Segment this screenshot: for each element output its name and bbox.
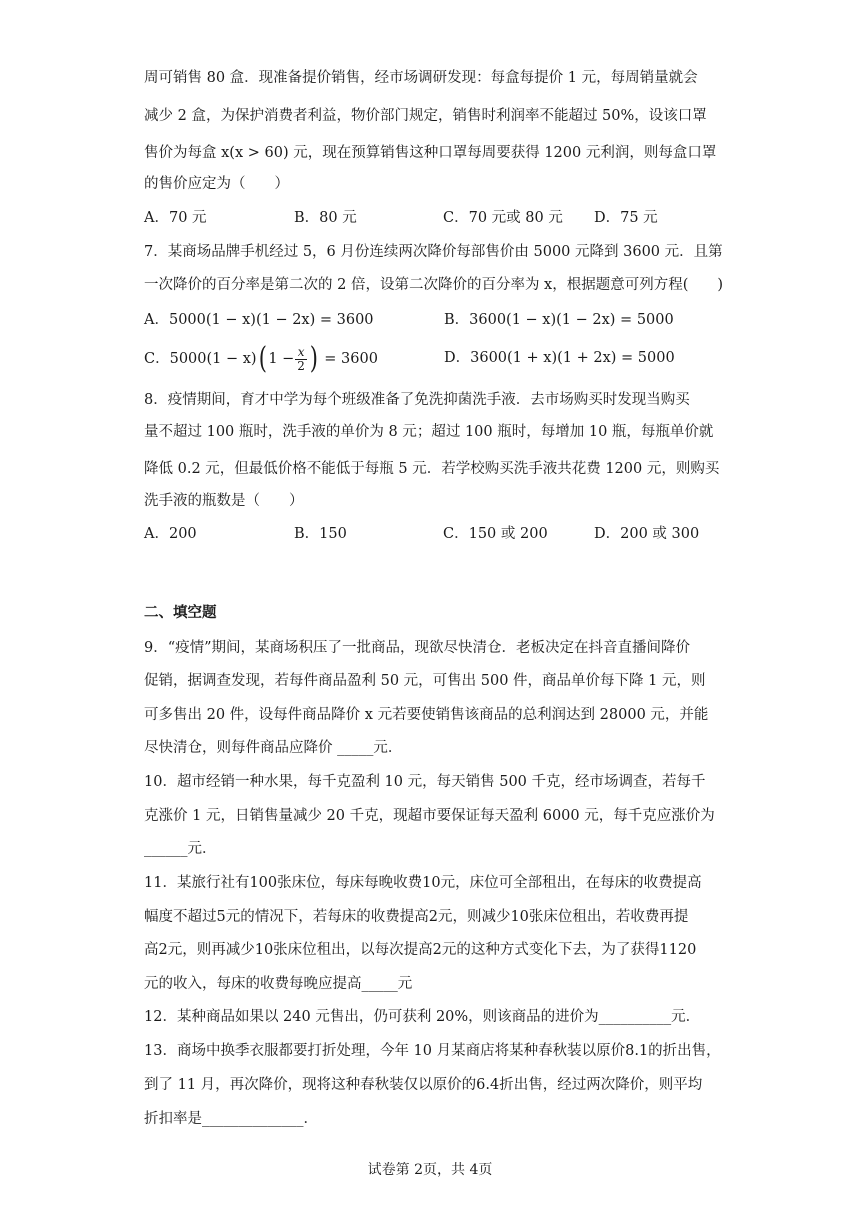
q8-line-1: 8．疫情期间，育才中学为每个班级准备了免洗抑菌洗手液．去市场购买时发现当购买 — [144, 392, 690, 408]
q11-line-4: 元的收入，每床的收费每晚应提高_____元 — [144, 976, 413, 992]
q7-option-c-prefix: C．5000(1 − x) — [144, 351, 257, 367]
q9-line-1: 9．“疫情”期间，某商场积压了一批商品，现欲尽快清仓．老板决定在抖音直播间降价 — [144, 640, 691, 656]
q7-option-c — [144, 341, 378, 376]
q7-line-1: 7．某商场品牌手机经过 5，6 月份连续两次降价每部售价由 5000 元降到 3600 元．且第 — [144, 244, 723, 260]
q8-line-2: 量不超过 100 瓶时，洗手液的单价为 8 元；超过 100 瓶时，每增加 10 瓶，每瓶单价就 — [144, 424, 714, 440]
q10-line-3: ______元． — [144, 841, 217, 857]
q8-line-4: 洗手液的瓶数是（ ） — [144, 493, 304, 509]
q9-line-4: 尽快清仓，则每件商品应降价 _____元． — [144, 740, 403, 756]
fraction-denominator: 2 — [297, 358, 305, 373]
q6-line-4: 的售价应定为（ ） — [144, 176, 289, 192]
q6-option-a: A．70 元 — [144, 210, 207, 226]
left-paren: ( — [258, 341, 267, 376]
q8-option-c: C．150 或 200 — [443, 526, 548, 542]
q11-line-3: 高2元，则再减少10张床位租出，以每次提高2元的这种方式变化下去，为了获得1120 — [144, 942, 697, 958]
right-paren: ) — [309, 341, 318, 376]
q6-option-d: D．75 元 — [594, 210, 658, 226]
q8-option-d: D．200 或 300 — [594, 526, 700, 542]
fraction-x-over-2 — [295, 346, 307, 373]
q6-line-2: 减少 2 盒，为保护消费者利益，物价部门规定，销售时利润率不能超过 50%，设该口罩 — [144, 108, 707, 124]
q7-option-c-inner: 1 − — [268, 351, 295, 367]
q11-line-1: 11．某旅行社有100张床位，每床每晚收费10元，床位可全部租出，在每床的收费提高 — [144, 875, 702, 891]
q6-option-b: B．80 元 — [294, 210, 357, 226]
q11-line-2: 幅度不超过5元的情况下，若每床的收费提高2元，则减少10张床位租出，若收费再提 — [144, 909, 689, 925]
section-title-fill-in: 二、填空题 — [144, 605, 217, 621]
q6-line-3: 售价为每盒 x(x > 60) 元，现在预算销售这种口罩每周要获得 1200 元利润，则每盒口罩 — [144, 145, 717, 161]
q9-line-2: 促销，据调查发现，若每件商品盈利 50 元，可售出 500 件，商品单价每下降 1 元，则 — [144, 673, 706, 689]
page-footer: 试卷第 2页，共 4页 — [367, 1162, 493, 1178]
q6-line-1: 周可销售 80 盒．现准备提价销售，经市场调研发现：每盒每提价 1 元，每周销量就会 — [144, 70, 698, 86]
q8-line-3: 降低 0.2 元，但最低价格不能低于每瓶 5 元．若学校购买洗手液共花费 1200 元，则购买 — [144, 461, 720, 477]
q10-line-2: 克涨价 1 元，日销售量减少 20 千克，现超市要保证每天盈利 6000 元，每千克应涨价为 — [144, 808, 715, 824]
q7-line-2: 一次降价的百分率是第二次的 2 倍，设第二次降价的百分率为 x，根据题意可列方程( ) — [144, 277, 724, 293]
q6-option-c: C．70 元或 80 元 — [443, 210, 563, 226]
q9-line-3: 可多售出 20 件，设每件商品降价 x 元若要使销售该商品的总利润达到 28000 元，并能 — [144, 707, 709, 723]
q7-option-c-suffix: = 3600 — [324, 351, 378, 367]
q13-line-3: 折扣率是______________． — [144, 1111, 318, 1127]
fraction-numerator: x — [295, 346, 307, 360]
q8-option-b: B．150 — [294, 526, 347, 542]
q12-line-1: 12．某种商品如果以 240 元售出，仍可获利 20%，则该商品的进价为__________元． — [144, 1009, 701, 1025]
q10-line-1: 10．超市经销一种水果，每千克盈利 10 元，每天销售 500 千克，经市场调查，若每千 — [144, 774, 706, 790]
q13-line-2: 到了 11 月，再次降价，现将这种春秋装仅以原价的6.4折出售，经过两次降价，则平均 — [144, 1077, 703, 1093]
q7-option-a: A．5000(1 − x)(1 − 2x) = 3600 — [144, 312, 374, 328]
q7-option-d: D．3600(1 + x)(1 + 2x) = 5000 — [444, 350, 675, 366]
q13-line-1: 13．商场中换季衣服都要打折处理，今年 10 月某商店将某种春秋装以原价8.1的折出售， — [144, 1043, 721, 1059]
q7-option-b: B．3600(1 − x)(1 − 2x) = 5000 — [444, 312, 674, 328]
q8-option-a: A．200 — [144, 526, 197, 542]
